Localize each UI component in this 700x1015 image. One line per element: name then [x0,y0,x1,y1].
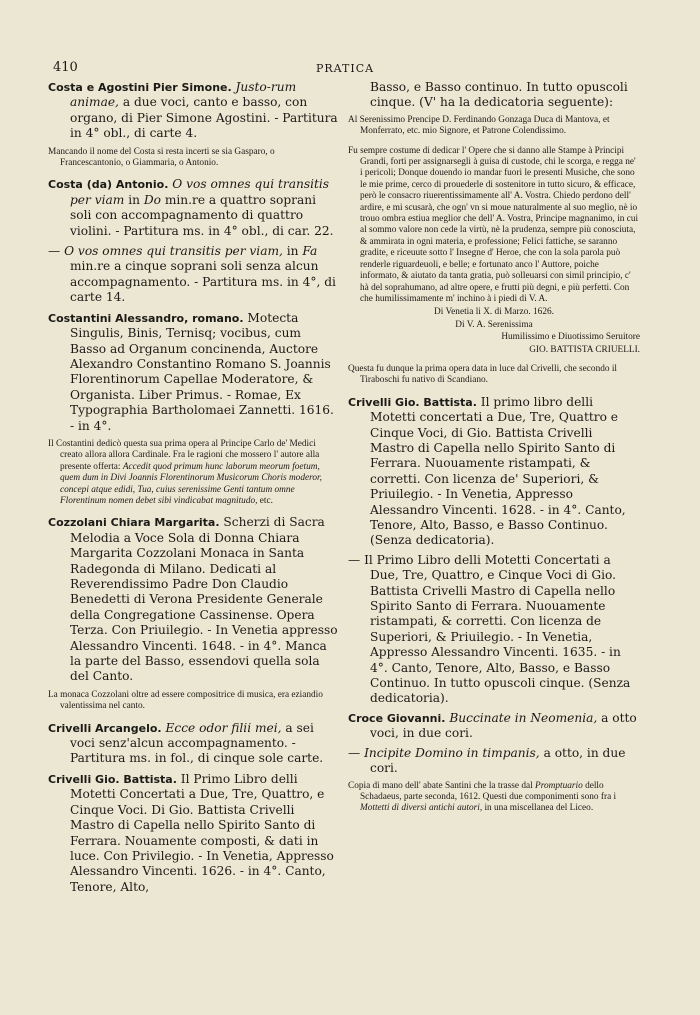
entry-name: Crivelli Arcangelo. [48,721,162,735]
entry-dash: — [348,552,361,567]
entry-title-italic: Justo-rum animae, [70,80,297,110]
entry-title-italic: O vos omnes qui transitis per viam, [64,244,283,259]
entry-text: Il Primo Libro delli Motetti Concertati a Due, Tre, Quattro, e Cinque Voci. Di Gio. Battista Crivelli Mastro di Capella nello Spirito Santo di Ferrara. Nouamente composti, & dati in luce. Con Privilegio. - In Venetia, Appresso Alessandro Vincenti. 1626. - in 4°. Canto, Tenore, Alto, [70,771,334,894]
entry-dash: — [48,244,61,259]
entry-name: Costa (da) Antonio. [48,178,169,192]
entry-text: in [286,244,299,259]
entry-title-italic: Incipite Domino in timpanis, [364,745,540,760]
entry-text: min.re a cinque soprani soli senza alcun accompagnamento. - Partitura ms. in 4°, di carte 14. [70,259,336,305]
note-text: etc. [259,495,273,506]
entry-costantini [48,311,340,434]
entry-key: Do [143,192,161,207]
page-number: 410 [53,60,78,75]
note-quote: Accedit quod primum hunc laborum meorum foetum, quem dum in Divi Joannis Florentinorum Musicorum Choris moderor, concepi atque edidi, Tua, cuius serenissime Genti tantum omne Florentinum nomen debet sibi vindicabat magnitudo, [60,461,322,506]
left-column [48,80,340,900]
note-croce [348,781,640,815]
dedication-address: Al Serenissimo Prencipe D. Ferdinando Gonzaga Duca di Mantova, et Monferrato, etc. mio Signore, et Patrone Colendissimo. [348,114,610,137]
entry-costa-agostini [48,80,340,142]
note-text: Il Costantini dedicò questa sua prima opera al Principe Carlo de' Medici creato allora allora Cardinale. Fra le ragioni che mossero l' autore alla presente offerta: [48,438,320,472]
entry-text: Scherzi di Sacra Melodia a Voce Sola di Donna Chiara Margarita Cozzolani Monaca in Santa Radegonda di Milano. Dedicati al Reverendissimo Padre Don Claudio Benedetti di Verona Presidente Generale della Congregatione Cassinense. Opera Terza. Con Priuilegio. - In Venetia appresso Alessandro Vincenti. 1648. - in 4°. Manca la parte del Basso, essendovi quella sola del Canto. [70,515,338,684]
entry-crivelli-gio-1628 [348,395,640,549]
note-costantini [48,439,340,507]
note-text: in una miscellanea del Liceo. [484,803,594,814]
dedication-signature-name: GIO. BATTISTA CRIUELLI. [529,344,640,355]
entry-text: in [128,192,140,207]
entry-title-italic: Buccinate in Neomenia, [449,710,598,725]
entry-name: Crivelli Gio. Battista. [48,772,177,786]
dedication-signature-line: Humilissimo e Diuotissimo Seruitore [501,332,640,343]
note-crivelli: Questa fu dunque la prima opera data in luce dal Crivelli, che secondo il Tiraboschi fu nativo di Scandiano. [348,363,618,386]
entry-text: Il Primo Libro delli Motetti Concertati a Due, Tre, Quattro, e Cinque Voci di Gio. Battista Crivelli Mastro di Capella nello Spirito Santo di Ferrara. Nuouamente ristampati, & corretti. Con licenza de Superiori, & Priuilegio. - In Venetia, Appresso Alessandro Vincenti. 1635. - in 4°. Canto, Tenore, Alto, Basso, e Basso Continuo. In tutto opuscoli cinque. (Senza dedicatoria). [364,552,631,706]
entry-text: Motecta Singulis, Binis, Ternisq; vocibus, cum Basso ad Organum concinenda, Auctore Alexandro Constantino Romano S. Joannis Florentinorum Capellae Moderatore, & Organista. Liber Primus. - Romae, Ex Typographia Bartholomaei Zannetti. 1616. - in 4°. [70,310,334,433]
running-title: PRATICA [316,62,375,75]
entry-key: Fa [302,244,318,259]
note-text: Copia di mano dell' abate Santini che la trasse dal [348,780,533,791]
entry-crivelli-gio-1626 [48,772,340,895]
entry-text: a otto, in due cori. [370,745,626,776]
dedication-date: Di Venetia li X. di Marzo. 1626. [434,307,554,318]
entry-name: Crivelli Gio. Battista. [348,395,477,409]
entry-cozzolani [48,515,340,684]
entry-croce-1 [348,711,640,742]
entry-text: min.re a quattro soprani soli con accompagnamento di quattro violini. - Partitura ms. in 4° obl., di car. 22. [70,192,334,238]
entry-continuation: Basso, e Basso continuo. In tutto opuscoli cinque. (V' ha la dedicatoria seguente): [370,80,628,110]
note-title: Mottetti di diversi antichi autori, [360,803,483,814]
entry-text: a sei voci senz'alcun accompagnamento. - Partitura ms. in fol., di cinque sole carte. [70,720,324,766]
entry-name: Croce Giovanni. [348,711,446,725]
entry-crivelli-arcangelo [48,721,340,767]
entry-name: Costantini Alessandro, romano. [48,311,244,325]
entry-costa-antonio-2 [48,244,340,306]
entry-name: Cozzolani Chiara Margarita. [48,516,220,530]
dedication-salute: Di V. A. Serenissima [455,319,533,330]
note-costa: Mancando il nome del Costa si resta incerti se sia Gasparo, o Francescantonio, o Giammaria, o Antonio. [48,146,275,169]
entry-text: a otto voci, in due cori. [370,710,637,741]
note-title: Promptuario [535,780,583,791]
entry-name: Costa e Agostini Pier Simone. [48,81,232,94]
entry-crivelli-gio-1635 [348,553,640,707]
dedication-text: Fu sempre costume di dedicar l' Opere che si danno alle Stampe à Principi Grandi, forti per assignarsegli à guisa di custode, chi le scorga, e regga ne' i pericoli; Donque douendo io mandar fuori le presenti Musiche, che sono le mie prime, cerco di prouederle di sostenitore in tutto sicuro, & efficace, però le consacro riuerentissimamente all' A. Vostra. Chiedo perdono dell' ardire, e mi scusarà, che ogn' vn si moue naturalmente al suo meglio, nè io trouo ombra estiua meglior che dell' A. Vostra, Principe magnanimo, in cui al sommo valore non cede la virtù, nè la prudenza, sempre più conosciuta, & ammirata in ogni materia, e professione; Felici fattiche, se saranno gradite, e riceuute sotto l' Insegne d' Heroe, che con la sola parola può renderle riguardeuoli, e belle; e fortunato anco l' Auttore, poiche informato, & aiutato da tanta gratia, può solleuarsi con simil principio, c' hà del soprahumano, ad altre opere, e frutti più degni, e più perfetti. Con che humilissimamente m' inchino à i piedi di V. A. [348,145,639,304]
note-cozzolani: La monaca Cozzolani oltre ad essere compositrice di musica, era eziandio valentissima nel canto. [48,689,323,712]
note-text: dello Schadaeus, parte seconda, 1612. Questi due componimenti sono fra i [360,780,617,802]
entry-title-italic: O vos omnes qui transitis per viam [70,177,330,207]
entry-dash: — [348,745,361,760]
right-column [348,80,640,823]
entry-costa-antonio [48,177,340,239]
entry-title-italic: Ecce odor filii mei, [165,720,282,735]
entry-croce-2 [348,746,640,777]
entry-text: Il primo libro delli Motetti concertati a Due, Tre, Quattro e Cinque Voci, di Gio. Battista Crivelli Mastro di Capella nello Spirito Santo di Ferrara. Nuouamente ristampati, & corretti. Con licenza de' Superiori, & Priuilegio. - In Venetia, Appresso Alessandro Vincenti. 1628. - in 4°. Canto, Tenore, Alto, Basso, e Basso Continuo. (Senza dedicatoria). [370,394,626,548]
entry-text: a due voci, canto e basso, con organo, di Pier Simone Agostini. - Partitura in 4° obl., di carte 4. [70,95,338,141]
